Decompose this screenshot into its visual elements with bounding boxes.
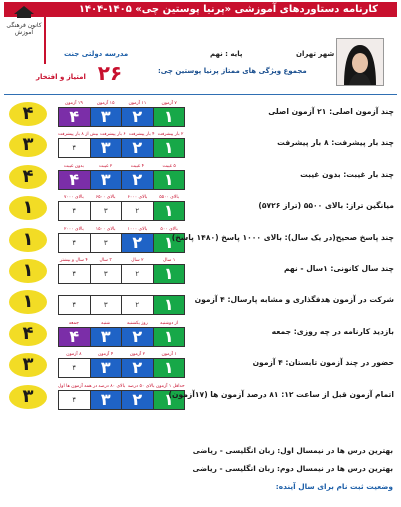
level-cell: ۴ [59, 328, 90, 346]
level-label: ۲ غیبت [98, 163, 113, 169]
level-grid [58, 257, 185, 285]
level-cell: ۲ [121, 202, 153, 220]
level-cell: ۲ [121, 391, 153, 409]
level-cell: ۳ [90, 234, 122, 252]
level-label: روز یکشنبه [126, 320, 148, 326]
best-subjects-first-half: بهترین درس ها در نیمسال اول: زبان انگلیسی - ریاضی [192, 446, 393, 455]
score-badge: ۴ [9, 322, 47, 346]
level-cell: ۴ [59, 171, 90, 189]
level-grid [58, 383, 185, 411]
divider [4, 94, 397, 95]
criteria-question: چند سال کانونی: ۱سال - نهم [283, 263, 394, 273]
level-grid [58, 226, 185, 254]
level-cell: ۲ [121, 139, 153, 157]
level-cell: ۱ [153, 391, 185, 409]
criteria-row [0, 255, 401, 286]
level-cell: ۲ [121, 328, 153, 346]
school-label: مدرسه دولتی جنت [64, 50, 129, 58]
level-cell: ۳ [90, 328, 122, 346]
level-cell: ۲ [121, 359, 153, 377]
level-cell: ۳ [90, 391, 122, 409]
level-label: جمعه [68, 320, 79, 326]
level-cell: ۱ [153, 202, 185, 220]
level-cell: ۱ [153, 328, 185, 346]
level-cell: ۴ [59, 265, 90, 283]
level-grid [58, 100, 185, 128]
level-cell: ۴ [59, 202, 90, 220]
level-label: ۱ سال [162, 257, 176, 263]
criteria-row [0, 192, 401, 223]
level-label [153, 288, 185, 295]
level-cell: ۱ [153, 359, 185, 377]
score-badge: ۳ [9, 353, 47, 377]
level-label [122, 288, 154, 295]
level-label: ۷ آزمون [161, 101, 177, 106]
level-label: بالای ۵۰۰ [160, 226, 178, 232]
level-label: ۱۹ آزمون [65, 101, 83, 106]
level-grid [58, 194, 185, 222]
level-grid [58, 351, 185, 379]
criteria-question: حضور در چند آزمون تابستان: ۴ آزمون [252, 358, 394, 368]
level-cell: ۱ [153, 234, 185, 252]
level-cell: ۲ [121, 171, 153, 189]
level-label: بیش از ۸ بار پیشرفت [58, 132, 99, 138]
criteria-question: چند آزمون اصلی: ۲۱ آزمون اصلی [268, 107, 394, 116]
level-grid [58, 131, 185, 159]
criteria-row [0, 286, 401, 317]
level-cell: ۱ [153, 171, 185, 189]
level-cell: ۲ [121, 234, 153, 252]
criteria-question: چند پاسخ صحیح(در یک سال): بالای ۱۰۰۰ پاسخ (۱۴۸۰ پاسخ) [171, 232, 394, 242]
level-cell: ۴ [59, 108, 90, 126]
criteria-row [0, 349, 401, 380]
level-label [58, 288, 90, 295]
level-cell: ۳ [90, 139, 122, 157]
logo-text: کانون فرهنگی آموزش [6, 22, 42, 36]
level-label: بالای ۶۰۰۰ [127, 195, 148, 201]
logo [4, 4, 46, 64]
level-label: ۴ آزمون [97, 352, 114, 358]
level-cell: ۳ [90, 202, 122, 220]
level-label: ۱ آزمون [161, 352, 177, 358]
score-badge: ۱ [9, 290, 47, 314]
level-cell: ۲ [121, 296, 153, 314]
level-label: بالای ۱۵۰۰ [95, 226, 116, 232]
level-cell: ۱ [153, 108, 185, 126]
level-label: شنبه [101, 320, 111, 326]
level-label: ۳ سال [99, 257, 112, 263]
criteria-row [0, 161, 401, 192]
criteria-row [0, 381, 401, 412]
score-badge: ۱ [9, 228, 47, 252]
level-label: ۲ سال [131, 257, 144, 263]
features-label: مجموع ویژگی های ممتاز پرنیا پوستین چی: [158, 67, 307, 75]
level-grid [58, 320, 185, 348]
level-grid [58, 163, 185, 191]
level-label: بالای ۱۰۰۰ [127, 226, 148, 232]
level-cell: ۴ [59, 296, 90, 314]
best-subjects-second-half: بهترین درس ها در نیمسال دوم: زبان انگلیسی - ریاضی [192, 464, 393, 473]
level-label: بالای ۲۰۰۰ [63, 226, 84, 232]
criteria-row [0, 98, 401, 129]
criteria-question: شرکت در آزمون هدفگذاری و مشابه پارسال: ۴ آزمون [194, 295, 394, 305]
level-label: از دوشنبه [160, 320, 179, 326]
features-unit: امتیاز و افتخار [36, 73, 86, 81]
registration-status: وضعیت ثبت نام برای سال آینده: [275, 482, 393, 491]
level-cell: ۳ [90, 359, 122, 377]
features-count: ۲۶ [97, 61, 123, 85]
score-badge: ۳ [9, 133, 47, 157]
level-cell: ۲ [121, 265, 153, 283]
level-label: بالای ۵۵۰۰ [159, 195, 180, 201]
portrait-icon [337, 39, 383, 85]
level-cell: ۲ [121, 108, 153, 126]
score-badge: ۴ [9, 165, 47, 189]
score-badge: ۴ [9, 102, 47, 126]
level-grid [58, 288, 185, 316]
level-label: بدون غیبت [63, 163, 84, 169]
level-label: ۴ بار پیشرفت [128, 132, 155, 138]
criteria-question: چند بار غیبت: بدون غیبت [300, 169, 394, 179]
level-cell: ۱ [153, 139, 185, 157]
level-label: حداقل ۱ آزمون [155, 383, 185, 389]
level-label [90, 288, 122, 295]
city-label: شهر تهران [296, 50, 335, 58]
criteria-question: بازدید کارنامه در چه روزی: جمعه [271, 326, 394, 336]
level-label: در همه آزمون ها اول [58, 383, 98, 389]
level-label: ۸ آزمون [66, 352, 82, 358]
level-cell: ۴ [59, 359, 90, 377]
level-label: بالای ۷۰۰۰ [63, 195, 84, 201]
level-cell: ۱ [153, 265, 185, 283]
level-cell: ۴ [59, 139, 90, 157]
level-cell: ۳ [90, 265, 122, 283]
level-label: ۶ بار پیشرفت [99, 132, 126, 138]
level-label: ۴ غیبت [130, 163, 145, 169]
level-label: ۲ بار پیشرفت [157, 132, 184, 138]
level-label: بالای ۸۰ درصد [98, 383, 126, 389]
level-label: ۱۱ آزمون [128, 101, 147, 106]
level-cell: ۱ [153, 296, 185, 314]
criteria-list [0, 98, 401, 412]
criteria-question: میانگین تراز: بالای ۵۵۰۰ (تراز ۵۷۲۶) [258, 201, 394, 211]
score-badge: ۱ [9, 196, 47, 220]
criteria-row [0, 224, 401, 255]
level-cell: ۳ [90, 296, 122, 314]
level-label: ۱۵ آزمون [96, 101, 115, 106]
score-badge: ۱ [9, 259, 47, 283]
score-badge: ۳ [9, 385, 47, 409]
criteria-row [0, 318, 401, 349]
level-cell: ۴ [59, 234, 90, 252]
level-label: بالای ۵۰ درصد [127, 383, 155, 389]
level-cell: ۳ [90, 171, 122, 189]
level-label: بالای ۶۵۰۰ [95, 195, 116, 201]
page-title: کارنامه دستاوردهای آموزشی «پرنیا پوستین چی» ۱۴۰۵-۱۴۰۴ [78, 4, 378, 15]
grade-label: پایه : نهم [210, 50, 243, 58]
student-photo [336, 38, 384, 86]
level-label: ۵ غیبت [162, 163, 176, 169]
criteria-question: چند بار پیشرفت: ۸ بار پیشرفت [277, 138, 394, 148]
level-label: ۲ آزمون [129, 352, 146, 358]
criteria-question: اتمام آزمون قبل از ساعت ۱۲: ۸۱ درصد آزمون ها (۱۷آزمون) [168, 389, 394, 399]
level-label: ۴ سال و بیشتر [59, 257, 88, 263]
criteria-row [0, 129, 401, 160]
level-cell: ۴ [59, 391, 90, 409]
level-cell: ۳ [90, 108, 122, 126]
